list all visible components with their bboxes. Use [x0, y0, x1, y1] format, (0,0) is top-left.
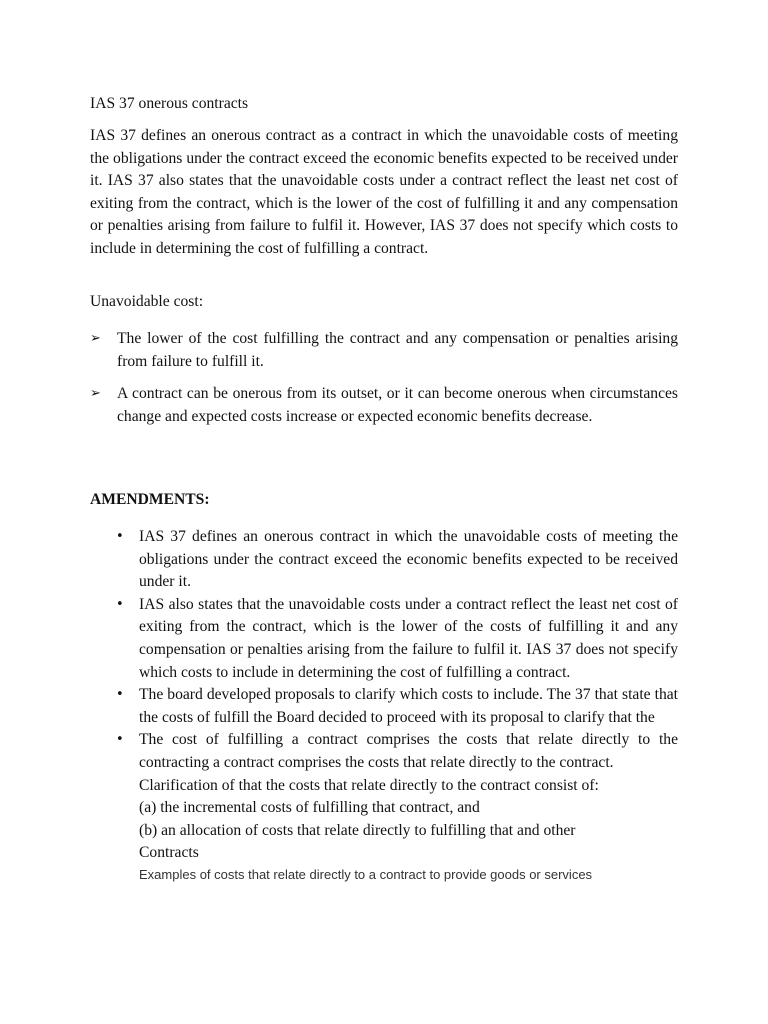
list-item [90, 594, 678, 684]
amendments-list [90, 526, 678, 885]
clause-a-line: (a) the incremental costs of fulfilling that contract, and [139, 799, 480, 817]
list-item-text: A contract can be onerous from its outset, or it can become onerous when circumstances change and expected costs increase or expected economic benefits decrease. [117, 385, 678, 425]
unavoidable-cost-heading: Unavoidable cost: [90, 293, 204, 310]
list-item [90, 729, 678, 885]
list-item-text: IAS also states that the unavoidable costs under a contract reflect the least net cost of exiting from the contract, which is the lower of the costs of fulfilling it and any compensation or penalties arising from the failure to fulfil it. IAS 37 does not specify which costs to include in determining the cost of fulfilling a contract. [139, 595, 678, 681]
bullet-dot-icon: • [116, 529, 124, 544]
list-item [90, 383, 678, 428]
bullet-dot-icon: • [116, 687, 124, 703]
list-item-text: The cost of fulfilling a contract comprises the costs that relate directly to the contracting a contract comprises the costs that relate directly to the contract. [139, 731, 678, 771]
list-item [90, 684, 678, 729]
contracts-line: Contracts [139, 844, 199, 862]
arrow-bullet-icon: ➢ [90, 331, 101, 346]
list-item-text: The lower of the cost fulfilling the contract and any compensation or penalties arising from failure to fulfill it. [117, 330, 678, 370]
amendments-heading: AMENDMENTS: [90, 491, 210, 508]
examples-note: Examples of costs that relate directly to a contract to provide goods or services [139, 866, 593, 882]
bullet-dot-icon: • [116, 596, 124, 612]
bullet-dot-icon: • [116, 732, 124, 748]
list-item-text: IAS 37 defines an onerous contract in which the unavoidable costs of meeting the obligations under the contract exceed the economic benefits expected to be received under it. [139, 528, 678, 591]
clarification-line: Clarification of that the costs that relate directly to the contract consist of: [139, 776, 599, 794]
intro-paragraph: IAS 37 defines an onerous contract as a contract in which the unavoidable costs of meeting the obligations under the contract exceed the economic benefits expected to be received under it. IAS 37 also states that the unavoidable costs under a contract reflect the least net cost of exiting from the contract, which is the lower of the cost of fulfilling it and any compensation or penalties arising from failure to fulfil it. However, IAS 37 does not specify which costs to include in determining the cost of fulfilling a contract. [90, 127, 678, 257]
list-item [90, 526, 678, 594]
list-item-text: The board developed proposals to clarify which costs to include. The 37 that state that the costs of fulfill the Board decided to proceed with its proposal to clarify that the [139, 686, 678, 726]
document-title: IAS 37 onerous contracts [90, 95, 249, 112]
clause-b-line: (b) an allocation of costs that relate directly to fulfilling that and other [139, 821, 576, 839]
list-item [90, 328, 678, 373]
arrow-bullet-icon: ➢ [90, 386, 101, 401]
